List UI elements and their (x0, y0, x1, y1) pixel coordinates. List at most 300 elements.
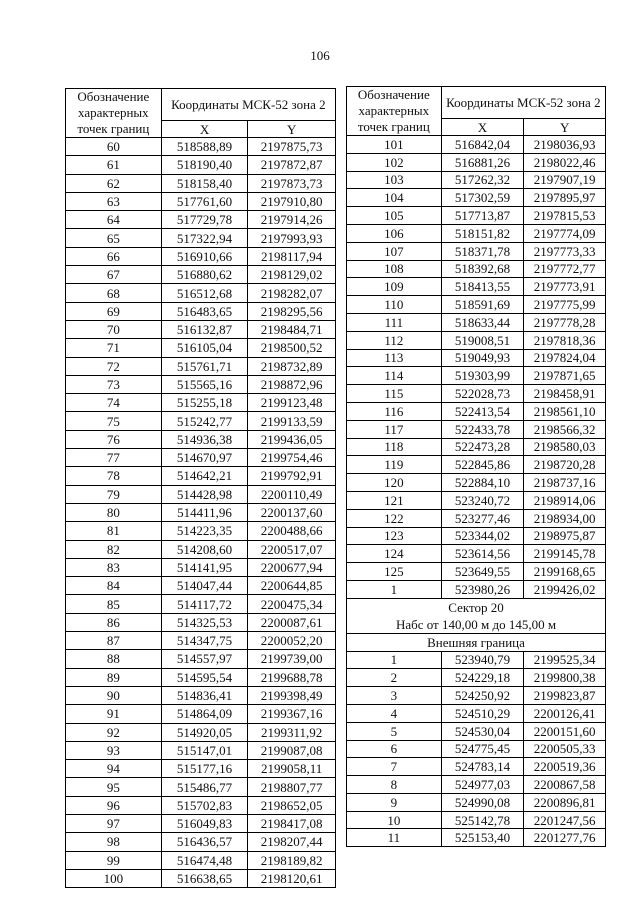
point-number: 64 (66, 211, 162, 229)
coordinates-table-left (65, 88, 336, 888)
coord-y: 2197778,28 (524, 313, 606, 331)
coord-y: 2198566,32 (524, 420, 606, 438)
point-number: 82 (66, 540, 162, 558)
coord-x: 518413,55 (441, 278, 524, 296)
point-number: 6 (347, 740, 442, 758)
table-row (66, 613, 336, 631)
header-coords: Координаты МСК-52 зона 2 (161, 89, 335, 121)
coord-x: 515147,01 (161, 741, 248, 759)
point-number: 123 (347, 527, 442, 545)
coord-y: 2200896,81 (524, 793, 606, 811)
coord-y: 2201247,56 (524, 811, 606, 829)
coord-y: 2198129,02 (248, 266, 336, 284)
table-row (66, 869, 336, 887)
point-number: 104 (347, 189, 442, 207)
coord-x: 518392,68 (441, 260, 524, 278)
coord-x: 515486,77 (161, 778, 248, 796)
coord-y: 2198189,82 (248, 851, 336, 869)
coord-x: 514117,72 (161, 595, 248, 613)
coord-y: 2200519,36 (524, 758, 606, 776)
coord-x: 515242,77 (161, 412, 248, 430)
coord-y: 2199168,65 (524, 563, 606, 581)
point-number: 76 (66, 430, 162, 448)
coord-x: 516910,66 (161, 247, 248, 265)
page-number: 106 (310, 48, 330, 63)
header-point-label: Обозначение характерных точек границ (347, 87, 442, 136)
table-row (66, 723, 336, 741)
point-number: 2 (347, 669, 442, 687)
point-number: 11 (347, 829, 442, 847)
point-number: 8 (347, 776, 442, 794)
coord-x: 519049,93 (441, 349, 524, 367)
coord-y: 2197907,19 (524, 171, 606, 189)
coord-x: 516132,87 (161, 320, 248, 338)
point-number: 79 (66, 485, 162, 503)
table-row (347, 456, 606, 474)
coord-x: 516842,04 (441, 136, 524, 154)
coord-y: 2200867,58 (524, 776, 606, 794)
coord-y: 2197910,80 (248, 192, 336, 210)
header-point-label: Обозначение характерных точек границ (66, 89, 162, 138)
coord-x: 514936,38 (161, 430, 248, 448)
coord-y: 2198737,16 (524, 474, 606, 492)
table-row (66, 375, 336, 393)
coord-y: 2198934,00 (524, 509, 606, 527)
coord-x: 522473,28 (441, 438, 524, 456)
coord-y: 2199688,78 (248, 668, 336, 686)
point-number: 7 (347, 758, 442, 776)
table-row (66, 577, 336, 595)
coord-x: 516638,65 (161, 869, 248, 887)
coord-y: 2199426,02 (524, 580, 606, 598)
table-row (347, 669, 606, 687)
coord-x: 514047,44 (161, 577, 248, 595)
point-number: 77 (66, 449, 162, 467)
coord-y: 2200110,49 (248, 485, 336, 503)
point-number: 1 (347, 651, 442, 669)
point-number: 75 (66, 412, 162, 430)
coord-x: 518588,89 (161, 138, 248, 156)
table-row (66, 668, 336, 686)
coord-x: 518151,82 (441, 224, 524, 242)
coord-y: 2200052,20 (248, 632, 336, 650)
point-number: 93 (66, 741, 162, 759)
table-row (66, 229, 336, 247)
coord-x: 525142,78 (441, 811, 524, 829)
point-number: 83 (66, 558, 162, 576)
table-row (66, 503, 336, 521)
table-row (347, 402, 606, 420)
point-number: 10 (347, 811, 442, 829)
point-number: 71 (66, 339, 162, 357)
coord-x: 522433,78 (441, 420, 524, 438)
coord-x: 518633,44 (441, 313, 524, 331)
coord-y: 2199800,38 (524, 669, 606, 687)
table-row (66, 320, 336, 338)
point-number: 68 (66, 284, 162, 302)
table-row (347, 385, 606, 403)
table-row (66, 540, 336, 558)
point-number: 5 (347, 722, 442, 740)
point-number: 60 (66, 138, 162, 156)
coord-x: 517262,32 (441, 171, 524, 189)
table-row (347, 509, 606, 527)
coord-x: 519008,51 (441, 331, 524, 349)
table-row (347, 687, 606, 705)
point-number: 102 (347, 153, 442, 171)
coord-y: 2200677,94 (248, 558, 336, 576)
coord-x: 522028,73 (441, 385, 524, 403)
point-number: 115 (347, 385, 442, 403)
point-number: 122 (347, 509, 442, 527)
coord-y: 2199823,87 (524, 687, 606, 705)
point-number: 100 (66, 869, 162, 887)
point-number: 91 (66, 705, 162, 723)
table-row (347, 580, 606, 598)
coord-y: 2198484,71 (248, 320, 336, 338)
coord-x: 524977,03 (441, 776, 524, 794)
coord-x: 516436,57 (161, 833, 248, 851)
coord-y: 2199311,92 (248, 723, 336, 741)
table-row (347, 296, 606, 314)
coord-x: 514223,35 (161, 522, 248, 540)
coord-y: 2197824,04 (524, 349, 606, 367)
point-number: 63 (66, 192, 162, 210)
header-y: Y (248, 121, 336, 138)
coord-x: 516881,26 (441, 153, 524, 171)
coord-y: 2199123,48 (248, 394, 336, 412)
coord-x: 517302,59 (441, 189, 524, 207)
coord-x: 514864,09 (161, 705, 248, 723)
header-coords: Координаты МСК-52 зона 2 (441, 87, 605, 119)
point-number: 103 (347, 171, 442, 189)
coord-x: 514642,21 (161, 467, 248, 485)
point-number: 107 (347, 242, 442, 260)
point-number: 62 (66, 174, 162, 192)
point-number: 95 (66, 778, 162, 796)
point-number: 90 (66, 686, 162, 704)
point-number: 84 (66, 577, 162, 595)
point-number: 85 (66, 595, 162, 613)
coordinates-table-right (346, 86, 606, 847)
coord-x: 515177,16 (161, 760, 248, 778)
coord-y: 2197872,87 (248, 156, 336, 174)
coord-y: 2200488,66 (248, 522, 336, 540)
coord-y: 2198975,87 (524, 527, 606, 545)
header-x: X (161, 121, 248, 138)
table-row (66, 485, 336, 503)
point-number: 111 (347, 313, 442, 331)
coord-x: 518190,40 (161, 156, 248, 174)
table-row (347, 136, 606, 154)
sector-subtitle-row (347, 616, 606, 634)
point-number: 4 (347, 704, 442, 722)
point-number: 89 (66, 668, 162, 686)
coord-x: 518158,40 (161, 174, 248, 192)
point-number: 92 (66, 723, 162, 741)
coord-x: 516512,68 (161, 284, 248, 302)
coord-x: 523649,55 (441, 563, 524, 581)
coord-y: 2198732,89 (248, 357, 336, 375)
coord-x: 517729,78 (161, 211, 248, 229)
coord-x: 523614,56 (441, 545, 524, 563)
coord-x: 523240,72 (441, 491, 524, 509)
coord-y: 2197875,73 (248, 138, 336, 156)
table-row (66, 449, 336, 467)
coord-y: 2198417,08 (248, 814, 336, 832)
table-row (347, 811, 606, 829)
coord-x: 514347,75 (161, 632, 248, 650)
table-row (347, 153, 606, 171)
table-row (66, 430, 336, 448)
coord-x: 517322,94 (161, 229, 248, 247)
coord-x: 514141,95 (161, 558, 248, 576)
table-row (347, 242, 606, 260)
coord-y: 2198207,44 (248, 833, 336, 851)
table-row (66, 247, 336, 265)
coord-x: 514411,96 (161, 503, 248, 521)
coord-y: 2199145,78 (524, 545, 606, 563)
coord-x: 524530,04 (441, 722, 524, 740)
table-row (347, 563, 606, 581)
table-row (347, 829, 606, 847)
table-row (66, 741, 336, 759)
point-number: 97 (66, 814, 162, 832)
point-number: 120 (347, 474, 442, 492)
table-row (66, 156, 336, 174)
point-number: 121 (347, 491, 442, 509)
coord-x: 524510,29 (441, 704, 524, 722)
header-y: Y (524, 119, 606, 136)
table-row (66, 851, 336, 869)
table-row (66, 650, 336, 668)
table-row (66, 412, 336, 430)
coord-x: 516049,83 (161, 814, 248, 832)
table-row (347, 260, 606, 278)
point-number: 117 (347, 420, 442, 438)
coord-y: 2197772,77 (524, 260, 606, 278)
coord-y: 2198022,46 (524, 153, 606, 171)
coord-x: 524250,92 (441, 687, 524, 705)
coord-y: 2198120,61 (248, 869, 336, 887)
table-row (66, 211, 336, 229)
point-number: 72 (66, 357, 162, 375)
coord-y: 2198282,07 (248, 284, 336, 302)
coord-x: 524229,18 (441, 669, 524, 687)
coord-y: 2199525,34 (524, 651, 606, 669)
coord-x: 525153,40 (441, 829, 524, 847)
coord-x: 523980,26 (441, 580, 524, 598)
coord-x: 524775,45 (441, 740, 524, 758)
coord-y: 2198458,91 (524, 385, 606, 403)
table-row (66, 174, 336, 192)
point-number: 78 (66, 467, 162, 485)
coord-x: 514836,41 (161, 686, 248, 704)
coord-y: 2198914,06 (524, 491, 606, 509)
coord-x: 515761,71 (161, 357, 248, 375)
table-row (347, 740, 606, 758)
coord-x: 522413,54 (441, 402, 524, 420)
sector-title: Сектор 20 (347, 598, 606, 616)
point-number: 118 (347, 438, 442, 456)
point-number: 1 (347, 580, 442, 598)
coord-x: 515565,16 (161, 375, 248, 393)
coord-x: 522884,10 (441, 474, 524, 492)
coord-y: 2197818,36 (524, 331, 606, 349)
point-number: 81 (66, 522, 162, 540)
table-row (66, 796, 336, 814)
table-row (347, 527, 606, 545)
table-row (66, 558, 336, 576)
point-number: 3 (347, 687, 442, 705)
coord-y: 2199754,46 (248, 449, 336, 467)
point-number: 65 (66, 229, 162, 247)
coord-x: 523940,79 (441, 651, 524, 669)
point-number: 69 (66, 302, 162, 320)
table-row (347, 793, 606, 811)
coord-y: 2198500,52 (248, 339, 336, 357)
coord-y: 2200505,33 (524, 740, 606, 758)
point-number: 119 (347, 456, 442, 474)
table-row (347, 651, 606, 669)
coord-y: 2197993,93 (248, 229, 336, 247)
table-row (66, 302, 336, 320)
coord-x: 514428,98 (161, 485, 248, 503)
coord-y: 2200087,61 (248, 613, 336, 631)
coord-y: 2200475,34 (248, 595, 336, 613)
point-number: 106 (347, 224, 442, 242)
coord-x: 516483,65 (161, 302, 248, 320)
table-row (66, 138, 336, 156)
coord-y: 2200137,60 (248, 503, 336, 521)
coord-y: 2197895,97 (524, 189, 606, 207)
boundary-label-row (347, 633, 606, 651)
table-row (347, 420, 606, 438)
coord-x: 522845,86 (441, 456, 524, 474)
coord-y: 2199058,11 (248, 760, 336, 778)
table-row (347, 722, 606, 740)
coord-x: 516105,04 (161, 339, 248, 357)
point-number: 96 (66, 796, 162, 814)
point-number: 99 (66, 851, 162, 869)
coord-x: 514208,60 (161, 540, 248, 558)
coord-x: 518371,78 (441, 242, 524, 260)
table-row (66, 284, 336, 302)
table-row (66, 595, 336, 613)
table-row (66, 814, 336, 832)
header-x: X (441, 119, 524, 136)
coord-y: 2198561,10 (524, 402, 606, 420)
coord-y: 2198720,28 (524, 456, 606, 474)
coord-x: 514325,53 (161, 613, 248, 631)
point-number: 125 (347, 563, 442, 581)
table-row (347, 367, 606, 385)
table-row (347, 224, 606, 242)
table-row (347, 474, 606, 492)
coord-x: 517761,60 (161, 192, 248, 210)
coord-y: 2199436,05 (248, 430, 336, 448)
sector-subtitle: Набс от 140,00 м до 145,00 м (347, 616, 606, 634)
table-row (347, 438, 606, 456)
table-row (66, 760, 336, 778)
coord-x: 524783,14 (441, 758, 524, 776)
table-row (347, 491, 606, 509)
coord-y: 2197873,73 (248, 174, 336, 192)
point-number: 113 (347, 349, 442, 367)
point-number: 112 (347, 331, 442, 349)
coord-y: 2199739,00 (248, 650, 336, 668)
coord-y: 2199087,08 (248, 741, 336, 759)
point-number: 67 (66, 266, 162, 284)
table-row (66, 467, 336, 485)
coord-y: 2200126,41 (524, 704, 606, 722)
point-number: 94 (66, 760, 162, 778)
table-row (347, 171, 606, 189)
table-row (347, 189, 606, 207)
sector-title-row (347, 598, 606, 616)
coord-y: 2201277,76 (524, 829, 606, 847)
coord-y: 2198295,56 (248, 302, 336, 320)
table-row (66, 632, 336, 650)
coord-y: 2198652,05 (248, 796, 336, 814)
coord-x: 524990,08 (441, 793, 524, 811)
coord-y: 2199398,49 (248, 686, 336, 704)
coord-x: 514670,97 (161, 449, 248, 467)
point-number: 61 (66, 156, 162, 174)
coord-x: 516880,62 (161, 266, 248, 284)
table-row (66, 778, 336, 796)
table-row (66, 192, 336, 210)
coord-y: 2197775,99 (524, 296, 606, 314)
coord-y: 2200151,60 (524, 722, 606, 740)
table-row (347, 758, 606, 776)
coord-x: 515702,83 (161, 796, 248, 814)
coord-y: 2197773,33 (524, 242, 606, 260)
table-row (66, 266, 336, 284)
point-number: 110 (347, 296, 442, 314)
table-row (66, 339, 336, 357)
coord-x: 518591,69 (441, 296, 524, 314)
coord-x: 516474,48 (161, 851, 248, 869)
point-number: 80 (66, 503, 162, 521)
table-row (347, 349, 606, 367)
coord-x: 523344,02 (441, 527, 524, 545)
coord-x: 514920,05 (161, 723, 248, 741)
coord-y: 2197914,26 (248, 211, 336, 229)
table-row (347, 704, 606, 722)
table-row (347, 207, 606, 225)
point-number: 105 (347, 207, 442, 225)
coord-y: 2198580,03 (524, 438, 606, 456)
coord-x: 517713,87 (441, 207, 524, 225)
coord-y: 2197871,65 (524, 367, 606, 385)
table-row (347, 313, 606, 331)
table-row (66, 686, 336, 704)
table-row (66, 394, 336, 412)
point-number: 74 (66, 394, 162, 412)
coord-y: 2200644,85 (248, 577, 336, 595)
coord-y: 2199133,59 (248, 412, 336, 430)
point-number: 73 (66, 375, 162, 393)
table-row (66, 833, 336, 851)
table-row (66, 522, 336, 540)
coord-y: 2199367,16 (248, 705, 336, 723)
point-number: 98 (66, 833, 162, 851)
coord-y: 2200517,07 (248, 540, 336, 558)
table-row (347, 545, 606, 563)
coord-x: 519303,99 (441, 367, 524, 385)
boundary-label: Внешняя граница (347, 633, 606, 651)
